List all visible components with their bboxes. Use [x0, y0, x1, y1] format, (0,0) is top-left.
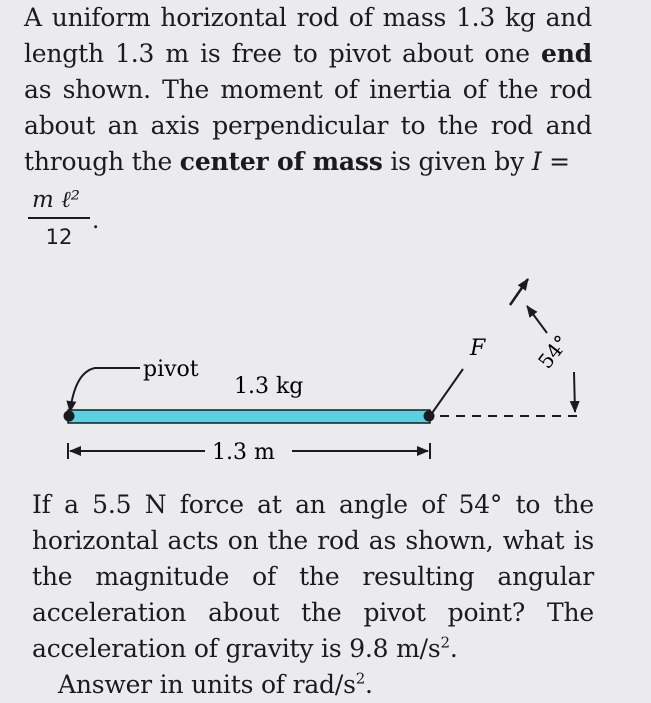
answer-superscript: 2	[355, 669, 366, 688]
pivot-arrow	[70, 368, 140, 412]
intro-text-3: is given by	[382, 147, 532, 176]
question-text: If a 5.5 N force at an angle of 54° to the horizontal acts on the rod as shown, what is the magnitude of the resulting angular acceleration about the pivot point? The acceleration of gravity is 9.8 m/s	[32, 490, 594, 663]
angle-label: 54°	[533, 330, 574, 374]
intro-bold-end: end	[541, 39, 592, 68]
inertia-variable: I	[531, 147, 542, 176]
force-arrow	[510, 279, 528, 305]
fraction-period: .	[92, 208, 100, 234]
answer-instruction	[32, 667, 594, 703]
intro-bold-center-of-mass: center of mass	[179, 147, 383, 176]
answer-text: Answer in units of rad/s	[58, 670, 356, 699]
equals-sign: =	[541, 147, 570, 176]
rod	[68, 410, 430, 423]
pivot-label: pivot	[143, 357, 199, 382]
answer-period: .	[365, 670, 373, 699]
problem-question	[32, 487, 594, 703]
mass-label: 1.3 kg	[234, 374, 304, 399]
force-line-lower	[430, 369, 463, 416]
question-superscript: 2	[440, 633, 450, 652]
intro-text-1: A uniform horizontal rod of mass 1.3 kg and length 1.3 m is free to pivot about one	[24, 3, 592, 68]
fraction-numerator: m ℓ²	[32, 187, 80, 213]
length-label: 1.3 m	[212, 440, 275, 465]
force-label: F	[470, 336, 486, 361]
angle-arrow-upper	[527, 306, 547, 333]
question-period: .	[449, 634, 458, 663]
pivot-point	[64, 411, 75, 422]
intro-text-2: as shown. The moment of inertia of the rod about an axis perpendicular to the rod and through the	[24, 75, 592, 176]
fraction-denominator: 12	[45, 225, 73, 249]
angle-arrow-lower	[574, 372, 575, 412]
